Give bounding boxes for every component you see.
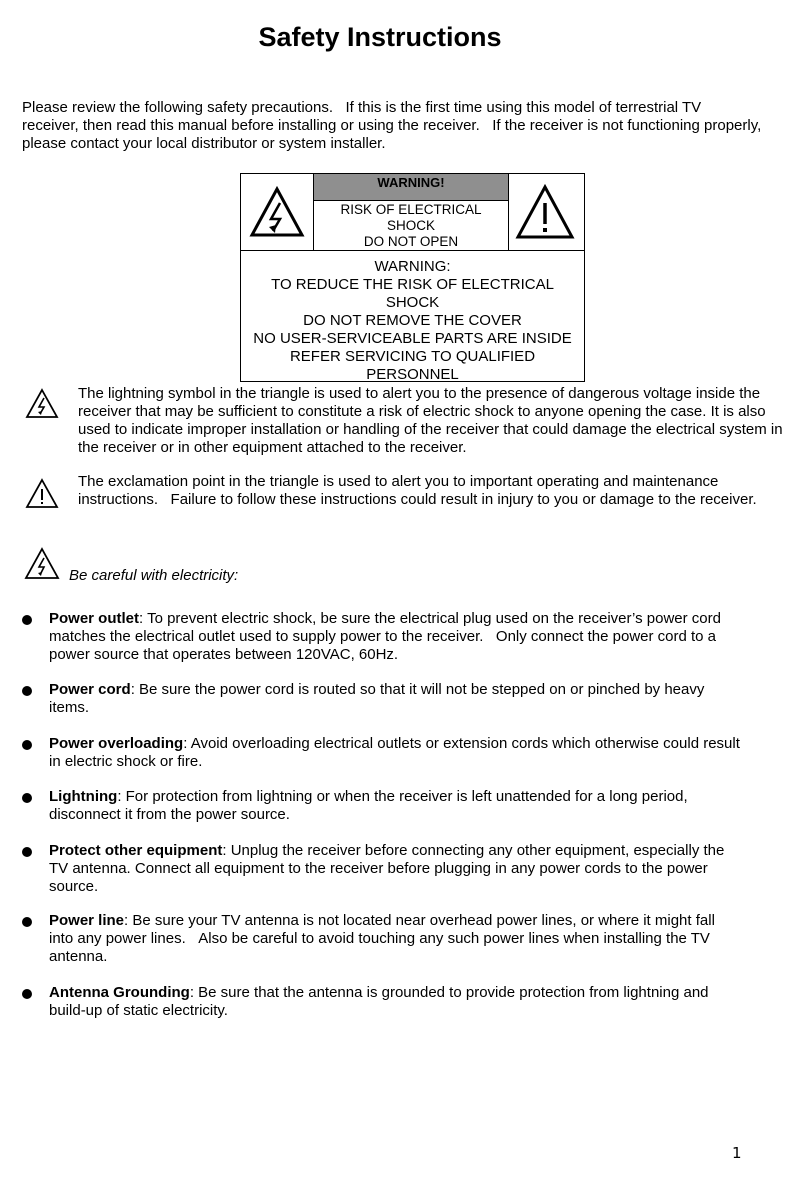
bullet-term: Power overloading bbox=[49, 735, 184, 752]
warning-line: DO NOT REMOVE THE COVER bbox=[303, 312, 522, 329]
bullet-text: : Be sure the power cord is routed so that it will not be stepped on or pinched by heavy items. bbox=[49, 681, 705, 716]
lightning-triangle-icon bbox=[249, 186, 305, 238]
bullet-term: Power cord bbox=[49, 681, 131, 698]
warning-risk-panel bbox=[314, 174, 508, 250]
list-item bbox=[22, 735, 742, 771]
bullet-text: : Unplug the receiver before connecting any other equipment, especially the TV antenna. Connect all equipment to the receiver before plugging in any power cords to the power source. bbox=[49, 842, 725, 895]
bullet-text: : Be sure your TV antenna is not located near overhead power lines, or where it might fall into any power lines. Also be careful to avoid touching any such power lines when installing the TV antenna. bbox=[49, 912, 715, 965]
bullet-text: : To prevent electric shock, be sure the electrical plug used on the receiver’s power cord matches the electrical outlet used to supply power to the receiver. Only connect the power cord to a power source that operates between 120VAC, 60Hz. bbox=[49, 610, 721, 663]
careful-heading: Be careful with electricity: bbox=[69, 567, 239, 584]
warning-line: NO USER-SERVICEABLE PARTS ARE INSIDE bbox=[253, 330, 572, 347]
bullet-term: Antenna Grounding bbox=[49, 984, 190, 1001]
bullet-term: Lightning bbox=[49, 788, 118, 805]
list-item bbox=[22, 912, 742, 966]
list-item bbox=[22, 681, 742, 717]
bullet-text: : Avoid overloading electrical outlets or extension cords which otherwise could result in electric shock or fire. bbox=[49, 735, 740, 770]
warning-line: SHOCK bbox=[385, 294, 440, 311]
list-item bbox=[22, 788, 742, 824]
risk-line: RISK OF ELECTRICAL bbox=[340, 202, 482, 217]
warning-box bbox=[240, 173, 585, 382]
bullet-icon bbox=[22, 989, 32, 999]
bullet-icon bbox=[22, 686, 32, 696]
bullet-term: Protect other equipment bbox=[49, 842, 223, 859]
list-item bbox=[22, 984, 742, 1020]
bullet-icon bbox=[22, 740, 32, 750]
bullet-term: Power outlet bbox=[49, 610, 140, 627]
warning-line: WARNING: bbox=[374, 258, 451, 275]
lightning-warning-cell bbox=[241, 174, 314, 250]
bullet-text: : For protection from lightning or when the receiver is left unattended for a long period, disconnect it from the power source. bbox=[49, 788, 688, 823]
warning-line: REFER SERVICING TO QUALIFIED bbox=[289, 348, 536, 365]
page-title: Safety Instructions bbox=[258, 22, 502, 52]
exclamation-note: The exclamation point in the triangle is used to alert you to important operating and maintenance instructions. Failure to follow these instructions could result in injury to you or damage to the receiver. bbox=[78, 473, 757, 508]
page-number: 1 bbox=[732, 1144, 742, 1162]
risk-text bbox=[314, 201, 508, 250]
bullet-icon bbox=[22, 615, 32, 625]
warning-line: TO REDUCE THE RISK OF ELECTRICAL bbox=[271, 276, 554, 293]
bullet-icon bbox=[22, 917, 32, 927]
lightning-triangle-icon bbox=[24, 547, 60, 580]
list-item bbox=[22, 842, 742, 896]
lightning-note: The lightning symbol in the triangle is used to alert you to the presence of dangerous voltage inside the receiver that may be sufficient to constitute a risk of electric shock to anyone opening the case. It is also used to indicate improper installation or handling of the receiver that could damage the electrical system in the receiver or in other equipment attached to the receiver. bbox=[78, 385, 783, 456]
bullet-term: Power line bbox=[49, 912, 125, 929]
lightning-triangle-icon bbox=[25, 388, 59, 419]
exclamation-warning-cell bbox=[508, 174, 581, 250]
warning-box-top bbox=[241, 174, 584, 251]
exclamation-triangle-icon bbox=[25, 478, 59, 509]
intro-paragraph: Please review the following safety precautions. If this is the first time using this model of terrestrial TV receiver, then read this manual before installing or using the receiver. If the receiver is not functioning properly, please contact your local distributor or system installer. bbox=[22, 99, 762, 152]
bullet-icon bbox=[22, 847, 32, 857]
warning-header: WARNING! bbox=[314, 174, 508, 201]
bullet-text: : Be sure that the antenna is grounded to provide protection from lightning and build-up of static electricity. bbox=[49, 984, 709, 1019]
list-item bbox=[22, 610, 742, 664]
risk-line: SHOCK bbox=[386, 218, 435, 233]
exclamation-triangle-icon bbox=[515, 184, 575, 240]
risk-line: DO NOT OPEN bbox=[363, 234, 459, 249]
warning-line: PERSONNEL bbox=[366, 366, 459, 383]
bullet-icon bbox=[22, 793, 32, 803]
warning-body bbox=[241, 258, 584, 384]
